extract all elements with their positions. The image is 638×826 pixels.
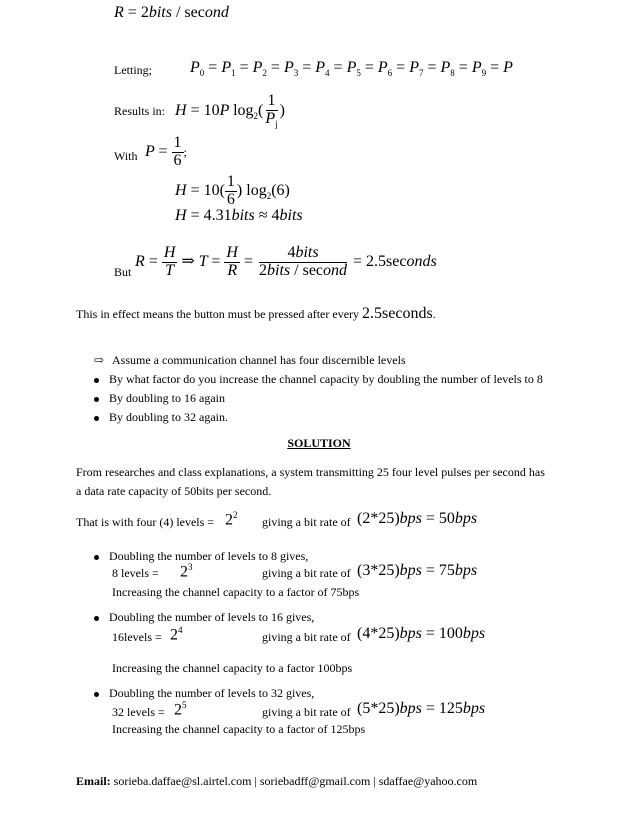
entropy-value: H = 4.31bits ≈ 4bits — [175, 207, 303, 224]
bullet-icon — [94, 692, 99, 697]
conclusion-text: This in effect means the button must be pressed after every — [76, 307, 360, 321]
solution-intro — [76, 463, 545, 501]
question-item — [94, 389, 543, 408]
question-list — [94, 351, 543, 427]
doubling-title: Doubling the number of levels to 16 gives, — [109, 610, 315, 624]
footer-email — [76, 774, 477, 789]
capacity-result: Increasing the channel capacity to a factor of 75bps — [112, 585, 360, 599]
levels-power: $2^5$ — [174, 700, 187, 719]
entropy-substitution: H = 10( $\frac{1}{6}$ ) $\log_2(6)$ — [175, 173, 290, 208]
four-levels-text: That is with four (4) levels = — [76, 515, 215, 529]
question-text: By what factor do you increase the channel capacity by doubling the number of levels to 8 — [109, 372, 543, 386]
solution-intro-line: From researches and class explanations, a system transmitting 25 four level pulses per second has — [76, 465, 545, 479]
four-levels-rate-text: giving a bit rate of — [262, 515, 351, 529]
with-label: With — [114, 149, 138, 163]
rate-equation: (4*25)bps = 100bps — [357, 625, 486, 642]
but-label: But — [114, 265, 132, 279]
conclusion-value: 2.5seconds — [362, 305, 433, 322]
four-levels-rate: (2*25)bps = 50bps — [357, 510, 478, 527]
rate-definition: R = 2bits / second — [114, 4, 229, 21]
rate-label: giving a bit rate of — [262, 566, 351, 580]
results-label: Results in: — [114, 104, 166, 118]
rate-label: giving a bit rate of — [262, 705, 351, 719]
doubling-item-16 — [94, 610, 314, 625]
doubling-item-32 — [94, 686, 314, 701]
entropy-equation: H = 10P $\log_2$( $\frac{1}{P_j}$ ) — [175, 92, 285, 129]
probability-equation: P = $\frac{1}{6}$ ; — [145, 134, 187, 169]
question-text: By doubling to 16 again — [109, 391, 225, 405]
footer-addresses[interactable]: sorieba.daffae@sl.airtel.com | soriebadff@gmail.com | sdaffae@yahoo.com — [113, 774, 478, 788]
bullet-icon — [94, 378, 99, 383]
levels-text: 8 levels = — [112, 566, 159, 580]
rate-equation: (3*25)bps = 75bps — [357, 562, 478, 579]
letting-equation: $P_0 = P_1 = P_2 = P_3 = P_4 = P_5 = P_6 = P_7 = P_8 = P_9 = P$ — [190, 59, 513, 79]
bullet-icon — [94, 616, 99, 621]
conclusion-end: . — [432, 307, 436, 321]
solution-heading: SOLUTION — [287, 436, 351, 450]
doubling-item-8 — [94, 547, 308, 566]
question-item — [94, 408, 543, 427]
letting-label: Letting; — [114, 63, 152, 77]
levels-power: $2^4$ — [170, 625, 183, 644]
levels-text: 16levels = — [112, 630, 162, 644]
levels-text: 32 levels = — [112, 705, 165, 719]
bullet-icon — [94, 416, 99, 421]
question-item — [94, 351, 543, 370]
question-text: Assume a communication channel has four discernible levels — [112, 353, 406, 367]
rate-equation: (5*25)bps = 125bps — [357, 700, 486, 717]
doubling-title: Doubling the number of levels to 32 gives, — [109, 686, 315, 700]
four-levels-power: $2^2$ — [225, 510, 238, 529]
levels-power: $2^3$ — [180, 562, 193, 581]
solution-intro-line: a data rate capacity of 50bits per second. — [76, 484, 272, 498]
capacity-result: Increasing the channel capacity to a factor 100bps — [112, 661, 353, 675]
question-item — [94, 370, 543, 389]
question-text: By doubling to 32 again. — [109, 410, 228, 424]
rate-label: giving a bit rate of — [262, 630, 351, 644]
bullet-icon — [94, 555, 99, 560]
footer-label: Email: — [76, 774, 111, 788]
time-equation: R = $\frac{H}{T}$ ⇒ T = $\frac{H}{R}$ = $\frac{\text{4bits}}{\text{2bits / second}}$ = 2.5seconds — [135, 244, 437, 279]
capacity-result: Increasing the channel capacity to a factor of 125bps — [112, 722, 366, 736]
bullet-icon — [94, 397, 99, 402]
arrow-icon: ⇨ — [94, 353, 105, 367]
conclusion — [76, 305, 436, 323]
doubling-title: Doubling the number of levels to 8 gives, — [109, 549, 309, 563]
